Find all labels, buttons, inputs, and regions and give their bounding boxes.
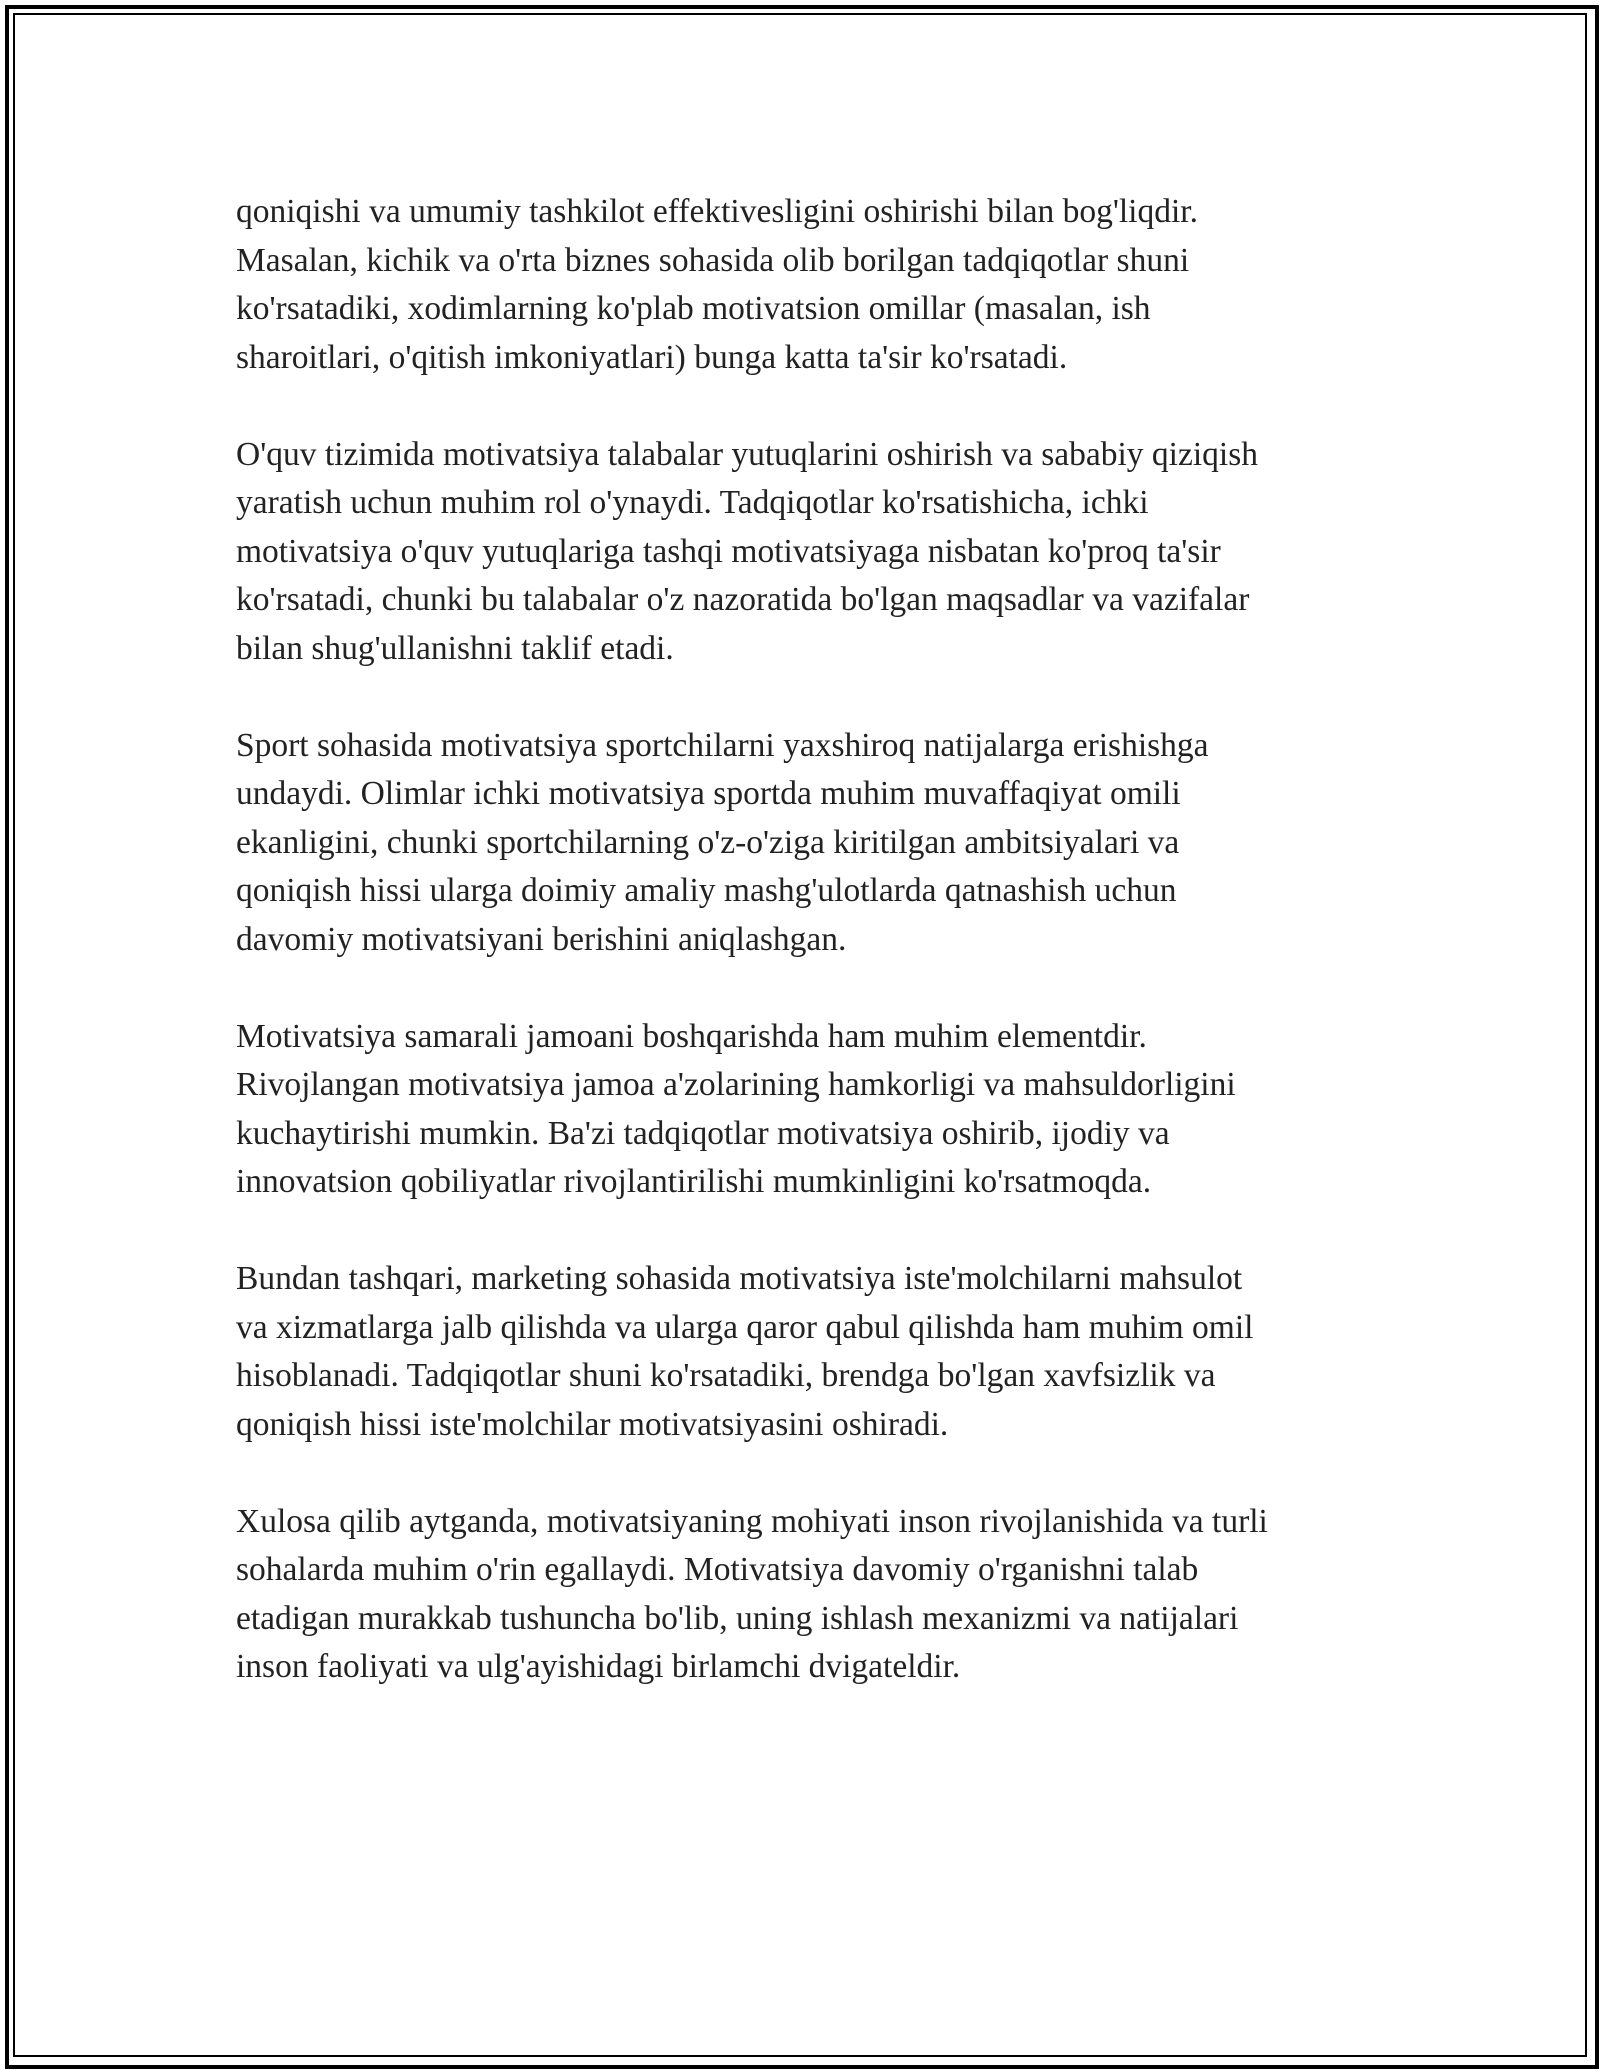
text-line: undaydi. Olimlar ichki motivatsiya sportda muhim muvaffaqiyat omili bbox=[236, 775, 1181, 812]
text-line: sohalarda muhim o'rin egallaydi. Motivatsiya davomiy o'rganishni talab bbox=[236, 1551, 1199, 1588]
text-line: Sport sohasida motivatsiya sportchilarni yaxshiroq natijalarga erishishga bbox=[236, 726, 1209, 764]
paragraph-5 bbox=[236, 1255, 1386, 1449]
text-line: kuchaytirishi mumkin. Ba'zi tadqiqotlar motivatsiya oshirib, ijodiy va bbox=[236, 1114, 1170, 1152]
text-line: hisoblanadi. Tadqiqotlar shuni ko'rsatadiki, brendga bo'lgan xavfsizlik va bbox=[236, 1357, 1216, 1394]
text-line: bilan shug'ullanishni taklif etadi. bbox=[236, 629, 674, 667]
text-line: Bundan tashqari, marketing sohasida motivatsiya iste'molchilarni mahsulot bbox=[236, 1260, 1243, 1297]
text-line: va xizmatlarga jalb qilishda va ularga qaror qabul qilishda ham muhim omil bbox=[236, 1308, 1254, 1346]
text-line: qoniqish hissi iste'molchilar motivatsiyasini oshiradi. bbox=[236, 1405, 949, 1443]
text-line: Xulosa qilib aytganda, motivatsiyaning mohiyati inson rivojlanishida va turli bbox=[236, 1502, 1268, 1540]
text-line: innovatsion qobiliyatlar rivojlantirilishi mumkinligini ko'rsatmoqda. bbox=[236, 1163, 1152, 1200]
text-line: ko'rsatadi, chunki bu talabalar o'z nazoratida bo'lgan maqsadlar va vazifalar bbox=[236, 581, 1250, 618]
text-line: sharoitlari, o'qitish imkoniyatlari) bunga katta ta'sir ko'rsatadi. bbox=[236, 338, 1068, 376]
text-line: Motivatsiya samarali jamoani boshqarishda ham muhim elementdir. bbox=[236, 1017, 1147, 1055]
text-line: qoniqish hissi ularga doimiy amaliy mashg'ulotlarda qatnashish uchun bbox=[236, 872, 1177, 909]
paragraph-6 bbox=[236, 1498, 1386, 1692]
text-line: inson faoliyati va ulg'ayishidagi birlamchi dvigateldir. bbox=[236, 1648, 961, 1685]
paragraph-1 bbox=[236, 188, 1386, 382]
text-line: davomiy motivatsiyani berishini aniqlashgan. bbox=[236, 920, 847, 958]
text-line: motivatsiya o'quv yutuqlariga tashqi motivatsiyaga nisbatan ko'proq ta'sir bbox=[236, 532, 1221, 570]
text-line: Masalan, kichik va o'rta biznes sohasida olib borilgan tadqiqotlar shuni bbox=[236, 241, 1190, 279]
paragraph-2 bbox=[236, 431, 1386, 674]
paragraph-3 bbox=[236, 722, 1386, 965]
text-line: qoniqishi va umumiy tashkilot effektivesligini oshirishi bilan bog'liqdir. bbox=[236, 193, 1198, 230]
text-line: etadigan murakkab tushuncha bo'lib, uning ishlash mexanizmi va natijalari bbox=[236, 1599, 1239, 1637]
text-line: O'quv tizimida motivatsiya talabalar yutuqlarini oshirish va sababiy qiziqish bbox=[236, 435, 1258, 473]
text-line: Rivojlangan motivatsiya jamoa a'zolarining hamkorligi va mahsuldorligini bbox=[236, 1066, 1236, 1103]
document-body bbox=[236, 188, 1386, 1740]
text-line: ko'rsatadiki, xodimlarning ko'plab motivatsion omillar (masalan, ish bbox=[236, 290, 1151, 327]
text-line: ekanligini, chunki sportchilarning o'z-o'ziga kiritilgan ambitsiyalari va bbox=[236, 823, 1180, 861]
paragraph-4 bbox=[236, 1013, 1386, 1207]
text-line: yaratish uchun muhim rol o'ynaydi. Tadqiqotlar ko'rsatishicha, ichki bbox=[236, 484, 1149, 521]
